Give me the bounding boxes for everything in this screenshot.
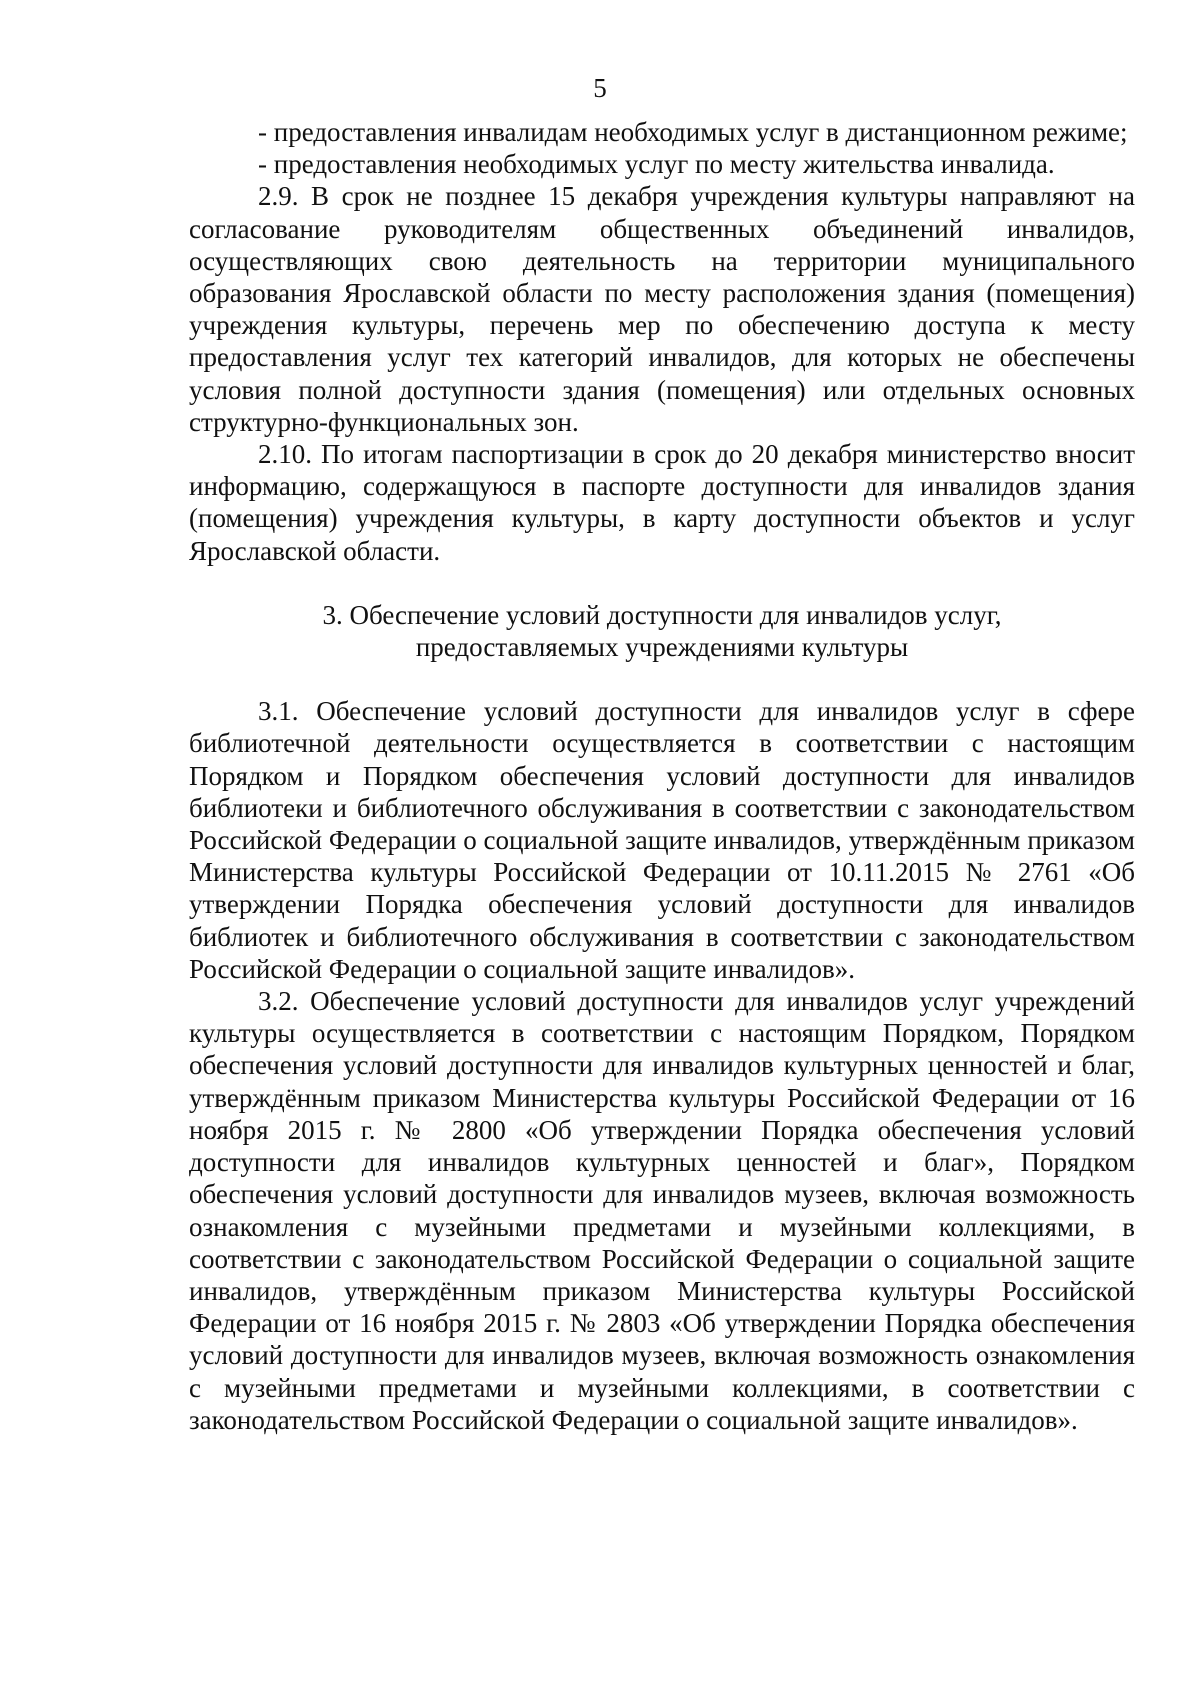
section-heading-line-1: 3. Обеспечение условий доступности для инвалидов услуг,	[322, 599, 1002, 630]
paragraph-2-10: 2.10. По итогам паспортизации в срок до 20 декабря министерство вносит информацию, содержащуюся в паспорте доступности для инвалидов здания (помещения) учреждения культуры, в карту доступности объектов и услуг Ярославской области.	[189, 439, 1135, 566]
spacer	[189, 567, 1135, 599]
paragraph-2-9: 2.9. В срок не позднее 15 декабря учреждения культуры направляют на согласование руководителям общественных объединений инвалидов, осуществляющих свою деятельность на территории муниципального образования Ярославской области по месту расположения здания (помещения) учреждения культуры, перечень мер по обеспечению доступа к месту предоставления услуг тех категорий инвалидов, для которых не обеспечены условия полной доступности здания (помещения) или отдельных основных структурно-функциональных зон.	[189, 181, 1135, 437]
section-heading-line-2: предоставляемых учреждениями культуры	[415, 632, 909, 663]
spacer	[189, 663, 1135, 695]
paragraph-remote-services: - предоставления инвалидам необходимых услуг в дистанционном режиме;	[258, 117, 1128, 147]
document-body	[189, 116, 1135, 1436]
section-heading	[189, 599, 1135, 663]
page-number: 5	[593, 73, 607, 103]
paragraph-3-2: 3.2. Обеспечение условий доступности для инвалидов услуг учреждений культуры осуществляется в соответствии с настоящим Порядком, Порядком обеспечения условий доступности для инвалидов культурных ценностей и благ, утверждённым приказом Министерства культуры Российской Федерации от 16 ноября 2015 г. № 2800 «Об утверждении Порядка обеспечения условий доступности для инвалидов культурных ценностей и благ», Порядком обеспечения условий доступности для инвалидов музеев, включая возможность ознакомления с музейными предметами и музейными коллекциями, в соответствии с законодательством Российской Федерации о социальной защите инвалидов, утверждённым приказом Министерства культуры Российской Федерации от 16 ноября 2015 г. № 2803 «Об утверждении Порядка обеспечения условий доступности для инвалидов музеев, включая возможность ознакомления с музейными предметами и музейными коллекциями, в соответствии с законодательством Российской Федерации о социальной защите инвалидов».	[189, 986, 1135, 1435]
paragraph-home-services: - предоставления необходимых услуг по месту жительства инвалида.	[258, 149, 1055, 180]
paragraph-3-1: 3.1. Обеспечение условий доступности для инвалидов услуг в сфере библиотечной деятельности осуществляется в соответствии с настоящим Порядком и Порядком обеспечения условий доступности для инвалидов библиотеки и библиотечного обслуживания в соответствии с законодательством Российской Федерации о социальной защите инвалидов, утверждённым приказом Министерства культуры Российской Федерации от 10.11.2015 № 2761 «Об утверждении Порядка обеспечения условий доступности для инвалидов библиотек и библиотечного обслуживания в соответствии с законодательством Российской Федерации о социальной защите инвалидов».	[189, 696, 1135, 984]
